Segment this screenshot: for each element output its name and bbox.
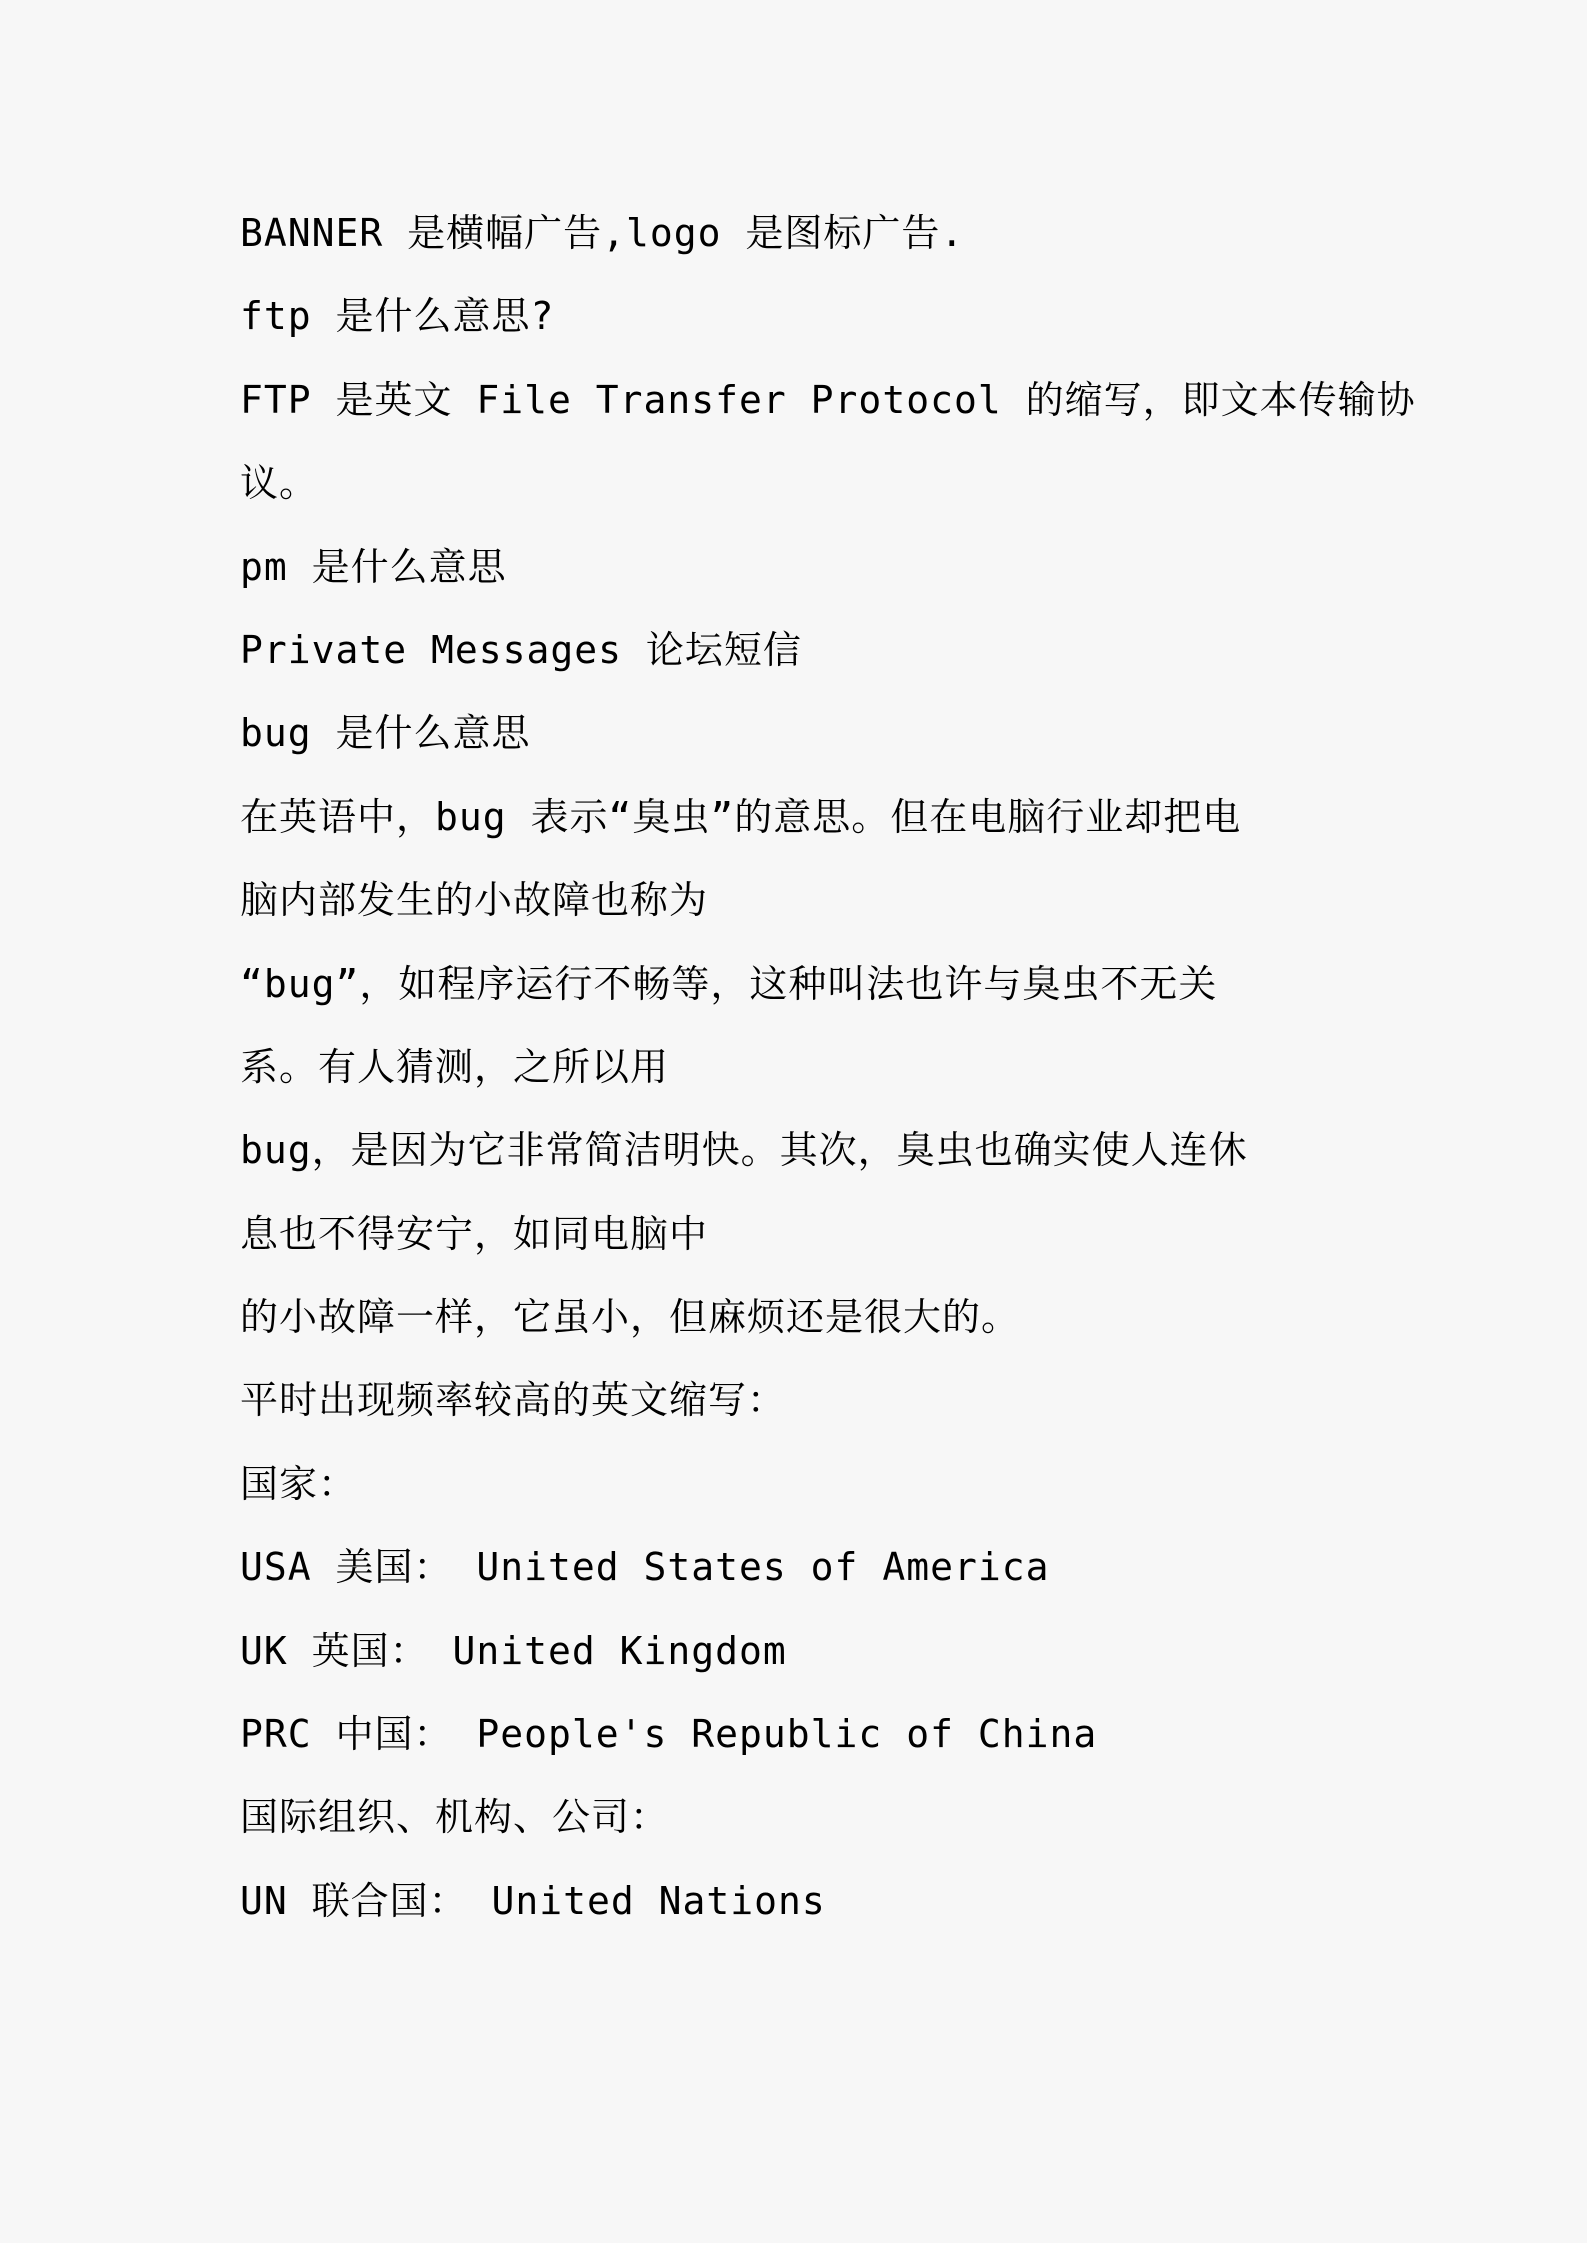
text-line: BANNER 是横幅广告,logo 是图标广告. [240, 211, 965, 255]
text-line: FTP 是英文 File Transfer Protocol 的缩写，即文本传输协 [240, 377, 1416, 422]
document-body [240, 205, 1416, 1956]
text-line: UN 联合国： United Nations [240, 1878, 826, 1923]
text-line: 息也不得安宁，如同电脑中 [240, 1211, 709, 1256]
text-line: ftp 是什么意思? [240, 294, 555, 339]
text-line: 系。有人猜测，之所以用 [240, 1044, 670, 1089]
text-line: 平时出现频率较高的英文缩写： [240, 1378, 787, 1423]
text-line: 国家： [240, 1461, 358, 1506]
text-line: bug，是因为它非常简洁明快。其次，臭虫也确实使人连休 [240, 1128, 1248, 1173]
text-line: pm 是什么意思 [240, 544, 507, 589]
text-line: “bug”，如程序运行不畅等，这种叫法也许与臭虫不无关 [240, 961, 1218, 1006]
text-line: Private Messages 论坛短信 [240, 627, 802, 672]
text-line: PRC 中国： People's Republic of China [240, 1712, 1098, 1757]
text-line: 的小故障一样，它虽小，但麻烦还是很大的。 [240, 1295, 1021, 1340]
text-line: 在英语中，bug 表示“臭虫”的意思。但在电脑行业却把电 [240, 794, 1242, 839]
text-line: USA 美国： United States of America [240, 1545, 1050, 1590]
text-line: UK 英国： United Kingdom [240, 1628, 787, 1673]
text-line: 议。 [240, 461, 319, 506]
text-line: bug 是什么意思 [240, 711, 531, 756]
text-line: 国际组织、机构、公司： [240, 1795, 670, 1840]
text-line: 脑内部发生的小故障也称为 [240, 878, 709, 923]
